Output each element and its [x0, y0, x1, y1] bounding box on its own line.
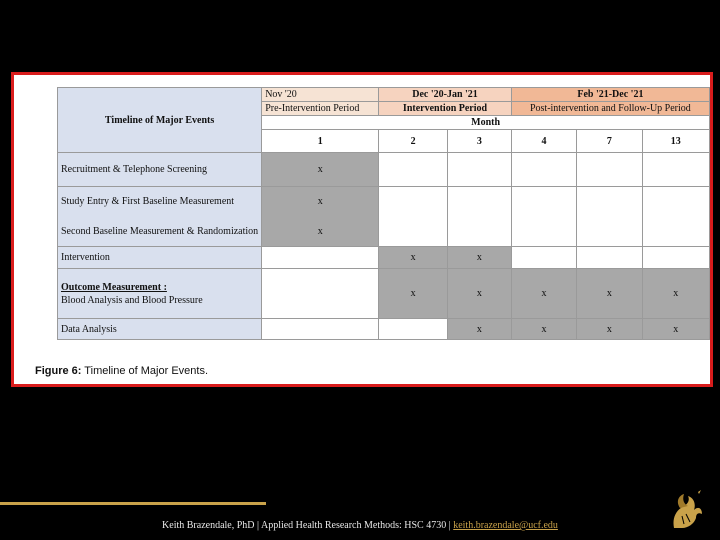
mark-cell: [642, 247, 709, 269]
row-label-data-analysis: Data Analysis: [58, 319, 262, 340]
mark-cell: [262, 319, 379, 340]
mark-cell: x: [447, 319, 511, 340]
period-1-date: Nov '20: [262, 88, 379, 102]
outcome-detail: Blood Analysis and Blood Pressure: [61, 294, 203, 306]
figure-panel: [11, 72, 713, 387]
caption-text: Timeline of Major Events.: [81, 365, 209, 377]
period-3-date: Feb '21-Dec '21: [511, 88, 709, 102]
mark-cell: x: [262, 187, 379, 217]
footer-text: Keith Brazendale, PhD | Applied Health Research Methods: HSC 4730 |: [162, 520, 454, 531]
mark-cell: [379, 319, 448, 340]
mark-cell: x: [511, 269, 576, 319]
month-label: Month: [262, 116, 710, 130]
mark-cell: x: [511, 319, 576, 340]
mark-cell: [577, 153, 642, 187]
mark-cell: [511, 247, 576, 269]
mark-cell: x: [379, 269, 448, 319]
outcome-heading: Outcome Measurement :: [61, 281, 167, 293]
footer-email-link[interactable]: keith.brazendale@ucf.edu: [453, 520, 558, 531]
mark-cell: x: [262, 217, 379, 247]
mark-cell: x: [262, 153, 379, 187]
period-2-name: Intervention Period: [379, 102, 512, 116]
month-header: 1: [262, 130, 379, 153]
month-header: 3: [447, 130, 511, 153]
caption-label: Figure 6:: [35, 365, 82, 377]
mark-cell: x: [379, 247, 448, 269]
period-2-date: Dec '20-Jan '21: [379, 88, 512, 102]
mark-cell: [379, 187, 448, 247]
mark-cell: x: [447, 247, 511, 269]
mark-cell: [447, 187, 511, 247]
row-label-study-entry: Study Entry & First Baseline Measurement: [58, 187, 262, 217]
month-header: 7: [577, 130, 642, 153]
row-label-recruitment: Recruitment & Telephone Screening: [58, 153, 262, 187]
mark-cell: [642, 187, 709, 247]
mark-cell: [577, 187, 642, 247]
mark-cell: x: [577, 319, 642, 340]
figure-caption: [35, 365, 208, 377]
mark-cell: [379, 153, 448, 187]
mark-cell: [447, 153, 511, 187]
pegasus-logo-icon: [668, 488, 708, 532]
mark-cell: [262, 247, 379, 269]
mark-cell: x: [447, 269, 511, 319]
mark-cell: x: [642, 269, 709, 319]
mark-cell: [511, 187, 576, 247]
row-label-second-baseline: Second Baseline Measurement & Randomization: [58, 217, 262, 247]
row-label-intervention: Intervention: [58, 247, 262, 269]
timeline-table: [57, 87, 710, 340]
mark-cell: [262, 269, 379, 319]
table-title: Timeline of Major Events: [58, 88, 262, 153]
month-header: 13: [642, 130, 709, 153]
mark-cell: x: [642, 319, 709, 340]
month-header: 2: [379, 130, 448, 153]
row-label-outcome: [58, 269, 262, 319]
slide-footer: [0, 520, 720, 531]
period-3-name: Post-intervention and Follow-Up Period: [511, 102, 709, 116]
mark-cell: [577, 247, 642, 269]
mark-cell: [642, 153, 709, 187]
month-header: 4: [511, 130, 576, 153]
gold-divider: [0, 502, 266, 505]
period-1-name: Pre-Intervention Period: [262, 102, 379, 116]
mark-cell: [511, 153, 576, 187]
mark-cell: x: [577, 269, 642, 319]
